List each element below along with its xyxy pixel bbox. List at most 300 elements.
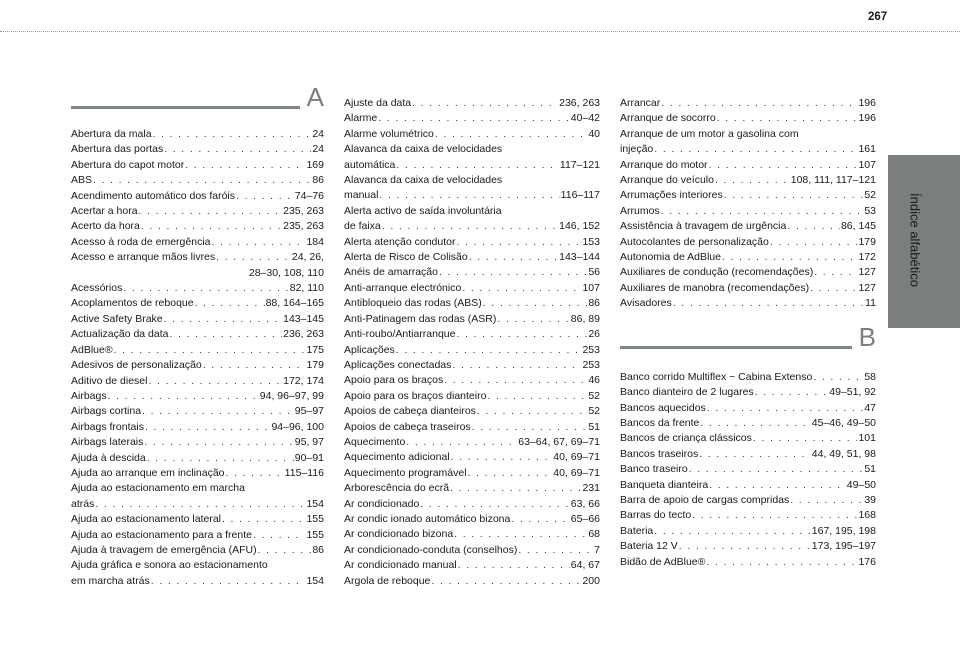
entry-term: Bancos de criança clássicos <box>620 432 752 445</box>
index-entry <box>71 420 324 435</box>
entry-row <box>620 493 876 508</box>
entry-row <box>71 435 324 450</box>
entry-term: Aquecimento <box>344 435 406 448</box>
dot-leader <box>814 265 857 280</box>
entry-term: Airbags <box>71 389 107 402</box>
index-entry <box>344 543 600 558</box>
entry-row <box>344 481 600 496</box>
entry-term: Ar condic ionado automático bizona <box>344 512 511 525</box>
entry-row <box>71 528 324 543</box>
entry-pages: 179 <box>858 235 876 248</box>
entry-term: Airbags cortina <box>71 405 142 418</box>
entry-row <box>620 401 876 416</box>
dot-leader <box>222 512 305 527</box>
dot-leader <box>123 281 288 296</box>
index-entry <box>71 435 324 450</box>
dot-leader <box>450 481 581 496</box>
entry-pages: 235, 263 <box>283 205 324 218</box>
entry-pages: 56 <box>588 266 600 279</box>
dot-leader <box>147 451 294 466</box>
entry-pages: 175 <box>306 343 324 356</box>
index-entry <box>71 235 324 250</box>
entry-term: Aquecimento adicional <box>344 451 450 464</box>
entry-pages: 49–50 <box>846 478 876 491</box>
entry-term: Arrumações interiores <box>620 189 723 202</box>
index-entry <box>71 204 324 219</box>
entry-pages: 63, 66 <box>570 497 600 510</box>
dot-leader <box>518 543 593 558</box>
entry-term: Ajuste da data <box>344 97 412 109</box>
index-entry <box>620 188 876 203</box>
entry-term: Adesivos de personalização <box>71 359 202 372</box>
dot-leader <box>451 450 553 465</box>
entry-term: Banco corrido Multiflex ~ Cabina Extenso <box>620 370 813 383</box>
entry-term: Apoio para os braços dianteiro <box>344 389 487 402</box>
entry-term: Alarme volumétrico <box>344 127 434 140</box>
entry-pages: 65–66 <box>570 512 600 525</box>
entry-pages: 53 <box>864 204 876 217</box>
index-entry <box>344 466 600 481</box>
entry-row <box>344 96 600 111</box>
dot-leader <box>487 389 587 404</box>
dot-leader <box>253 528 306 543</box>
dot-leader <box>396 343 582 358</box>
entry-row <box>344 158 600 173</box>
entry-term: Barra de apoio de cargas compridas <box>620 493 790 506</box>
entry-row <box>71 142 324 157</box>
entry-row <box>344 111 600 126</box>
entry-pages: 196 <box>858 112 876 125</box>
dot-leader <box>195 296 265 311</box>
index-entry <box>620 235 876 250</box>
dot-leader <box>790 493 863 508</box>
entry-row <box>620 539 876 554</box>
index-entry <box>620 296 876 311</box>
dot-leader <box>810 281 857 296</box>
entry-pages: 45–46, 49–50 <box>811 416 876 429</box>
dot-leader <box>145 420 270 435</box>
entry-row <box>620 158 876 173</box>
entry-pages: 88, 164–165 <box>265 297 324 310</box>
entry-row <box>620 173 876 188</box>
entry-row <box>71 327 324 342</box>
index-entry <box>344 574 600 589</box>
index-entry <box>344 142 600 173</box>
entry-row <box>620 188 876 203</box>
entry-row <box>620 204 876 219</box>
entry-pages: 86, 145 <box>840 220 876 233</box>
entry-pages: 68 <box>588 528 600 541</box>
entry-row <box>344 250 600 265</box>
entry-row <box>620 416 876 431</box>
entry-term: Ajuda ao estacionamento para a frente <box>71 528 252 541</box>
entry-pages: 40, 69–71 <box>553 466 600 479</box>
entry-row <box>71 374 324 389</box>
entry-pages: 107 <box>858 158 876 171</box>
entry-pages: 58 <box>864 370 876 383</box>
entry-pages: 172 <box>858 251 876 264</box>
dot-leader <box>483 296 588 311</box>
dot-leader <box>444 373 587 388</box>
index-entry <box>71 173 324 188</box>
entry-row <box>620 250 876 265</box>
entry-row <box>344 558 600 573</box>
index-entry <box>71 558 324 589</box>
entry-pages: 176 <box>858 555 876 568</box>
entry-list <box>620 96 876 312</box>
entry-term: Aquecimento programável <box>344 466 467 479</box>
index-entry <box>620 524 876 539</box>
entry-pages: 7 <box>594 543 600 556</box>
entry-row <box>344 358 600 373</box>
entry-term: Ar condicionado-conduta (conselhos) <box>344 543 518 556</box>
entry-term: Acoplamentos de reboque <box>71 297 194 310</box>
index-entry <box>71 327 324 342</box>
entry-pages: 95, 97 <box>294 436 324 449</box>
dot-leader <box>169 327 282 342</box>
index-entry <box>620 265 876 280</box>
entry-row <box>620 111 876 126</box>
index-entry <box>71 374 324 389</box>
entry-term: Alerta atenção condutor <box>344 235 456 248</box>
dot-leader <box>654 524 810 539</box>
dot-leader <box>412 96 558 111</box>
entry-row <box>344 219 600 234</box>
entry-row <box>71 451 324 466</box>
dot-leader <box>142 404 294 419</box>
entry-term: Aplicações <box>344 343 395 356</box>
entry-pages: 253 <box>582 358 600 371</box>
dot-leader <box>151 574 306 589</box>
entry-pages: 231 <box>582 482 600 495</box>
entry-pages: 46 <box>588 374 600 387</box>
dot-leader <box>435 127 587 142</box>
entry-term: Ar condicionado bizona <box>344 528 454 541</box>
entry-term: Acerto da hora <box>71 220 140 233</box>
dot-leader <box>148 374 282 389</box>
dot-leader <box>458 558 570 573</box>
entry-term: Arrancar <box>620 97 661 109</box>
entry-pages: 200 <box>582 574 600 587</box>
index-entry <box>344 204 600 235</box>
entry-row <box>71 296 324 311</box>
entry-row <box>620 385 876 400</box>
index-entry <box>620 204 876 219</box>
entry-pages: 44, 49, 51, 98 <box>811 447 876 460</box>
entry-row <box>71 158 324 173</box>
dot-leader <box>699 447 811 462</box>
dot-leader <box>216 250 291 265</box>
entry-term: Abertura da mala <box>71 128 152 140</box>
index-entry <box>71 158 324 173</box>
entry-pages: 24 <box>312 143 324 156</box>
dot-leader <box>108 389 259 404</box>
entry-term: Anti-Patinagem das rodas (ASR) <box>344 312 497 325</box>
entry-row <box>71 404 324 419</box>
dot-leader <box>753 431 858 446</box>
index-entry <box>71 466 324 481</box>
index-entry <box>71 543 324 558</box>
entry-row <box>620 462 876 477</box>
index-entry <box>71 481 324 512</box>
dot-leader <box>722 250 857 265</box>
entry-term: Assistência à travagem de urgência <box>620 220 787 233</box>
dot-leader <box>661 204 864 219</box>
entry-row <box>620 235 876 250</box>
entry-row <box>344 296 600 311</box>
entry-term: Acertar a hora <box>71 205 138 218</box>
entry-pages: 167, 195, 198 <box>811 524 876 537</box>
entry-term: Ar condicionado manual <box>344 559 457 572</box>
entry-term: AdBlue® <box>71 343 113 356</box>
dot-leader <box>755 385 829 400</box>
index-entry <box>71 451 324 466</box>
index-entry <box>620 96 876 111</box>
dot-leader <box>692 508 857 523</box>
dot-leader <box>378 111 570 126</box>
entry-term: Ajuda ao arranque em inclinação <box>71 466 225 479</box>
entry-pages: 143–144 <box>559 251 600 264</box>
entry-row <box>344 497 600 512</box>
entry-pages: 196 <box>858 97 876 109</box>
entry-term-line: Alavanca da caixa de velocidades <box>344 174 503 187</box>
entry-pages: 179 <box>306 359 324 372</box>
index-entry <box>344 312 600 327</box>
entry-term: Bancos da frente <box>620 416 700 429</box>
index-entry <box>344 327 600 342</box>
entry-term-line: Alerta activo de saída involuntária <box>344 204 502 217</box>
index-entry <box>620 416 876 431</box>
entry-pages: 90–91 <box>294 451 324 464</box>
dot-leader <box>689 462 864 477</box>
entry-term: Bidão de AdBlue® <box>620 555 706 568</box>
entry-pages: 154 <box>306 574 324 587</box>
dot-leader <box>469 250 558 265</box>
index-entry <box>620 385 876 400</box>
index-entry <box>344 358 600 373</box>
section-letter-b: B <box>858 321 876 352</box>
dot-leader <box>396 158 559 173</box>
index-entry <box>71 127 324 142</box>
index-entry <box>620 370 876 385</box>
entry-pages: 169 <box>306 158 324 171</box>
dot-leader <box>477 404 587 419</box>
entry-term: Arranque de socorro <box>620 112 716 125</box>
entry-pages: 172, 174 <box>283 374 324 387</box>
entry-term: Apoios de cabeça traseiros <box>344 420 471 433</box>
entry-pages: 184 <box>306 235 324 248</box>
dot-leader <box>661 96 857 111</box>
entry-term: Aditivo de diesel <box>71 374 148 387</box>
entry-pages: 24, 26, <box>291 251 324 264</box>
entry-row <box>620 265 876 280</box>
index-entry <box>620 281 876 296</box>
index-entry <box>71 142 324 157</box>
index-entry <box>344 435 600 450</box>
entry-pages: 24 <box>312 128 324 140</box>
entry-term: de faixa <box>344 220 381 233</box>
index-entry <box>344 111 600 126</box>
dot-leader <box>164 312 282 327</box>
dot-leader <box>706 555 857 570</box>
letter-heading-b <box>620 321 876 367</box>
index-entry <box>344 127 600 142</box>
entry-row <box>620 219 876 234</box>
entry-row <box>71 127 324 142</box>
index-entry <box>344 558 600 573</box>
entry-term: Arranque do veículo <box>620 174 714 187</box>
entry-pages: 154 <box>306 497 324 510</box>
entry-pages: 153 <box>582 235 600 248</box>
entry-pages: 86 <box>312 543 324 556</box>
entry-row <box>71 219 324 234</box>
dot-leader <box>420 497 569 512</box>
entry-term: Alarme <box>344 112 378 125</box>
index-entry <box>344 389 600 404</box>
entry-term: Alerta de Risco de Colisão <box>344 251 468 264</box>
entry-row <box>71 281 324 296</box>
entry-row <box>344 435 600 450</box>
entry-pages: 40–42 <box>570 112 600 125</box>
index-entry <box>344 497 600 512</box>
entry-pages: 51 <box>588 420 600 433</box>
index-entry <box>71 389 324 404</box>
dot-leader <box>787 219 840 234</box>
index-entry <box>620 250 876 265</box>
entry-row <box>620 296 876 311</box>
entry-row <box>344 466 600 481</box>
entry-row <box>620 370 876 385</box>
dot-leader <box>679 539 811 554</box>
entry-pages: 82, 110 <box>289 282 324 295</box>
entry-term: Airbags laterais <box>71 436 144 449</box>
page-number: 267 <box>868 11 888 23</box>
entry-term: Airbags frontais <box>71 420 144 433</box>
dot-leader <box>226 466 284 481</box>
letter-rule <box>71 106 300 109</box>
entry-term: Active Safety Brake <box>71 312 163 325</box>
entry-term: Barras do tecto <box>620 509 692 522</box>
dot-leader <box>709 478 846 493</box>
entry-pages: 116–117 <box>560 189 600 202</box>
entry-term: Ajuda ao estacionamento lateral <box>71 513 222 526</box>
entry-row <box>71 574 324 589</box>
entry-pages: 86 <box>588 297 600 310</box>
entry-pages: 51 <box>864 463 876 476</box>
entry-row <box>344 574 600 589</box>
entry-row <box>71 250 324 265</box>
entry-row <box>344 265 600 280</box>
dot-leader <box>454 527 587 542</box>
section-letter-a: A <box>306 82 324 112</box>
entry-pages: 155 <box>306 513 324 526</box>
entry-pages: 49–51, 92 <box>829 386 876 399</box>
dot-leader <box>472 420 588 435</box>
index-column-2 <box>344 96 600 589</box>
entry-term: Antibloqueio das rodas (ABS) <box>344 297 482 310</box>
entry-term: Banco dianteiro de 2 lugares <box>620 386 754 399</box>
entry-row <box>344 312 600 327</box>
dot-leader <box>431 574 581 589</box>
index-entry <box>344 173 600 204</box>
index-entry <box>71 312 324 327</box>
dot-leader <box>770 235 858 250</box>
entry-term: Autocolantes de personalização <box>620 235 769 248</box>
entry-row <box>344 389 600 404</box>
index-entry <box>344 250 600 265</box>
header-rule <box>0 31 960 32</box>
entry-term: Auxiliares de manobra (recomendações) <box>620 281 810 294</box>
dot-leader <box>139 204 283 219</box>
entry-row <box>344 527 600 542</box>
index-entry <box>344 420 600 435</box>
index-entry <box>71 343 324 358</box>
dot-leader <box>709 158 858 173</box>
entry-pages: 94–96, 100 <box>271 420 324 433</box>
entry-pages: 107 <box>582 281 600 294</box>
entry-term: atrás <box>71 497 95 510</box>
dot-leader <box>382 219 558 234</box>
index-entry <box>71 250 324 281</box>
index-entry <box>620 158 876 173</box>
entry-term: Abertura do capot motor <box>71 158 185 171</box>
entry-pages: 63–64, 67, 69–71 <box>518 435 600 448</box>
entry-term: Acendimento automático dos faróis <box>71 189 236 202</box>
entry-pages: 64, 67 <box>570 559 600 572</box>
entry-row <box>620 142 876 157</box>
entry-term: Aplicações conectadas <box>344 358 452 371</box>
entry-term-line: Ajuda ao estacionamento em marcha <box>71 482 245 495</box>
letter-rule <box>620 346 852 349</box>
dot-leader <box>144 435 293 450</box>
dot-leader <box>153 127 312 142</box>
entry-term: Abertura das portas <box>71 143 164 156</box>
entry-term: Ar condicionado <box>344 497 420 510</box>
entry-row <box>71 189 324 204</box>
index-entry <box>344 373 600 388</box>
index-entry <box>344 281 600 296</box>
entry-row <box>344 450 600 465</box>
entry-term: Bateria <box>620 524 654 537</box>
index-entry <box>344 404 600 419</box>
entry-pages: 101 <box>858 432 876 445</box>
entry-row <box>71 543 324 558</box>
index-entry <box>344 265 600 280</box>
entry-row <box>344 343 600 358</box>
entry-row <box>71 358 324 373</box>
entry-pages: 117–121 <box>559 158 600 171</box>
entry-pages: 168 <box>858 509 876 522</box>
entry-term: Avisadores <box>620 297 672 310</box>
entry-pages: 236, 263 <box>559 97 600 109</box>
entry-pages: 52 <box>588 389 600 402</box>
entry-pages: 146, 152 <box>559 220 600 233</box>
entry-row <box>71 343 324 358</box>
entry-list <box>71 127 324 589</box>
dot-leader <box>379 188 559 203</box>
dot-leader <box>406 435 517 450</box>
entry-list <box>620 370 876 570</box>
dot-leader <box>164 142 311 157</box>
entry-pages: 235, 263 <box>283 220 324 233</box>
entry-term: Bancos aquecidos <box>620 401 706 414</box>
index-entry <box>620 555 876 570</box>
entry-term-line: Ajuda gráfica e sonora ao estacionamento <box>71 559 268 572</box>
index-entry <box>71 528 324 543</box>
dot-leader <box>457 327 588 342</box>
entry-term: Ajuda à descida <box>71 451 146 464</box>
section-tab <box>888 155 960 328</box>
